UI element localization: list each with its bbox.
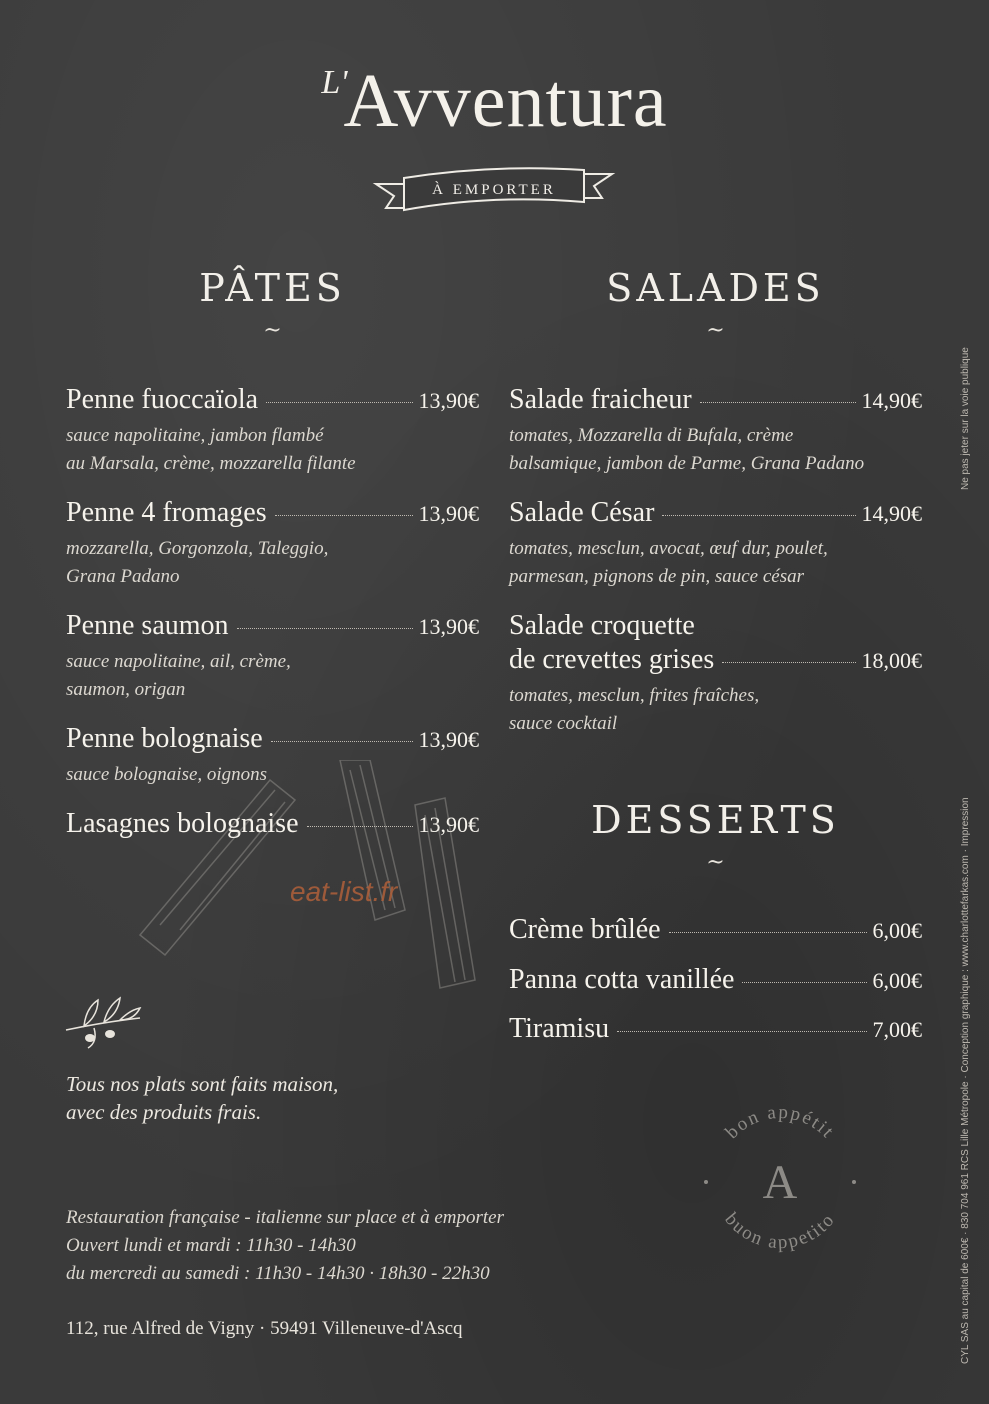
dessert-item [509, 1013, 922, 1045]
side-text-bottom: CYL SAS au capital de 600€ · 830 704 961 RCS Lille Métropole · Conception graphique : www.charlottefarkas.com · Impression [960, 797, 971, 1364]
dish-price: 13,90€ [418, 727, 479, 752]
dessert-name: Panna cotta vanillée [509, 964, 735, 995]
leader-dots [669, 932, 867, 933]
leader-dots [275, 515, 413, 516]
desserts-title: DESSERTS [591, 798, 840, 842]
footer-info [66, 1204, 686, 1288]
dish-description: tomates, mesclun, avocat, œuf dur, poulet, parmesan, pignons de pin, sauce césar [509, 538, 828, 587]
dessert-price: 7,00€ [872, 1017, 922, 1042]
svg-text:bon appétit [722, 1102, 839, 1143]
dish-name: de crevettes grises [509, 644, 715, 675]
dish-name: Penne saumon [66, 610, 229, 641]
dish-description: sauce napolitaine, ail, crème, saumon, origan [66, 651, 291, 700]
footer-line: Restauration française - italienne sur place et à emporter [66, 1207, 504, 1228]
leader-dots [237, 628, 413, 629]
dessert-name: Tiramisu [509, 1013, 610, 1044]
footer-line: du mercredi au samedi : 11h30 - 14h30 · 18h30 - 22h30 [66, 1263, 490, 1284]
pates-item [66, 497, 479, 591]
dish-description: sauce napolitaine, jambon flambé au Marsala, crème, mozzarella filante [66, 425, 356, 474]
stamp-letter: A [762, 1156, 798, 1209]
leader-dots [617, 1031, 866, 1032]
dish-name-line1: Salade croquette [509, 610, 695, 641]
stamp-top-text: bon appétit [721, 1101, 839, 1144]
footer-line: Ouvert lundi et mardi : 11h30 - 14h30 [66, 1235, 356, 1256]
ribbon-banner [372, 156, 616, 224]
dish-name: Lasagnes bolognaise [66, 808, 299, 839]
salades-item [509, 610, 922, 738]
dish-price: 13,90€ [418, 614, 479, 639]
leader-dots [742, 982, 866, 983]
dish-name: Penne fuoccaïola [66, 384, 259, 415]
dish-price: 13,90€ [418, 501, 479, 526]
pates-item [66, 384, 479, 478]
dish-description: mozzarella, Gorgonzola, Taleggio, Grana Padano [66, 538, 329, 587]
leader-dots [266, 402, 412, 403]
dish-name: Penne 4 fromages [66, 497, 267, 528]
dish-price: 13,90€ [418, 812, 479, 837]
side-text-top: Ne pas jeter sur la voie publique [960, 347, 971, 490]
dish-description: tomates, mesclun, frites fraîches, sauce cocktail [509, 685, 760, 734]
dessert-item [509, 964, 922, 996]
address: 112, rue Alfred de Vigny · 59491 Villeneuve-d'Ascq [66, 1318, 463, 1339]
dish-price: 14,90€ [861, 501, 922, 526]
salades-tilde: ~ [706, 318, 725, 343]
dish-price: 18,00€ [861, 648, 922, 673]
pates-title: PÂTES [199, 266, 346, 310]
homemade-note: Tous nos plats sont faits maison, avec des produits frais. [66, 1072, 339, 1124]
watermark-text: eat-list.fr [290, 876, 398, 907]
dish-description: sauce bolognaise, oignons [66, 764, 268, 785]
salades-item [509, 497, 922, 591]
ribbon-text: À EMPORTER [432, 182, 556, 198]
dish-name: Salade César [509, 497, 655, 528]
desserts-tilde: ~ [706, 850, 725, 875]
olive-branch-icon [64, 994, 144, 1050]
logo [0, 58, 989, 145]
salades-title: SALADES [606, 266, 825, 310]
dessert-item [509, 914, 922, 946]
dish-name: Penne bolognaise [66, 723, 263, 754]
leader-dots [271, 741, 413, 742]
logo-name: Avventura [343, 59, 668, 143]
dessert-price: 6,00€ [872, 918, 922, 943]
dish-price: 13,90€ [418, 388, 479, 413]
svg-text:buon appetito [720, 1209, 839, 1253]
pates-item [66, 610, 479, 704]
pates-tilde: ~ [263, 318, 282, 343]
dessert-price: 6,00€ [872, 968, 922, 993]
salades-item [509, 384, 922, 478]
logo-prefix: L' [321, 64, 348, 101]
leader-dots [662, 515, 855, 516]
leader-dots [700, 402, 856, 403]
dish-price: 14,90€ [861, 388, 922, 413]
dessert-name: Crème brûlée [509, 914, 661, 945]
bon-appetit-stamp [690, 1090, 870, 1270]
dish-name: Salade fraicheur [509, 384, 692, 415]
leader-dots [722, 662, 855, 663]
stamp-bottom-text: buon appetito [720, 1209, 840, 1254]
dish-description: tomates, Mozzarella di Bufala, crème balsamique, jambon de Parme, Grana Padano [509, 425, 865, 474]
